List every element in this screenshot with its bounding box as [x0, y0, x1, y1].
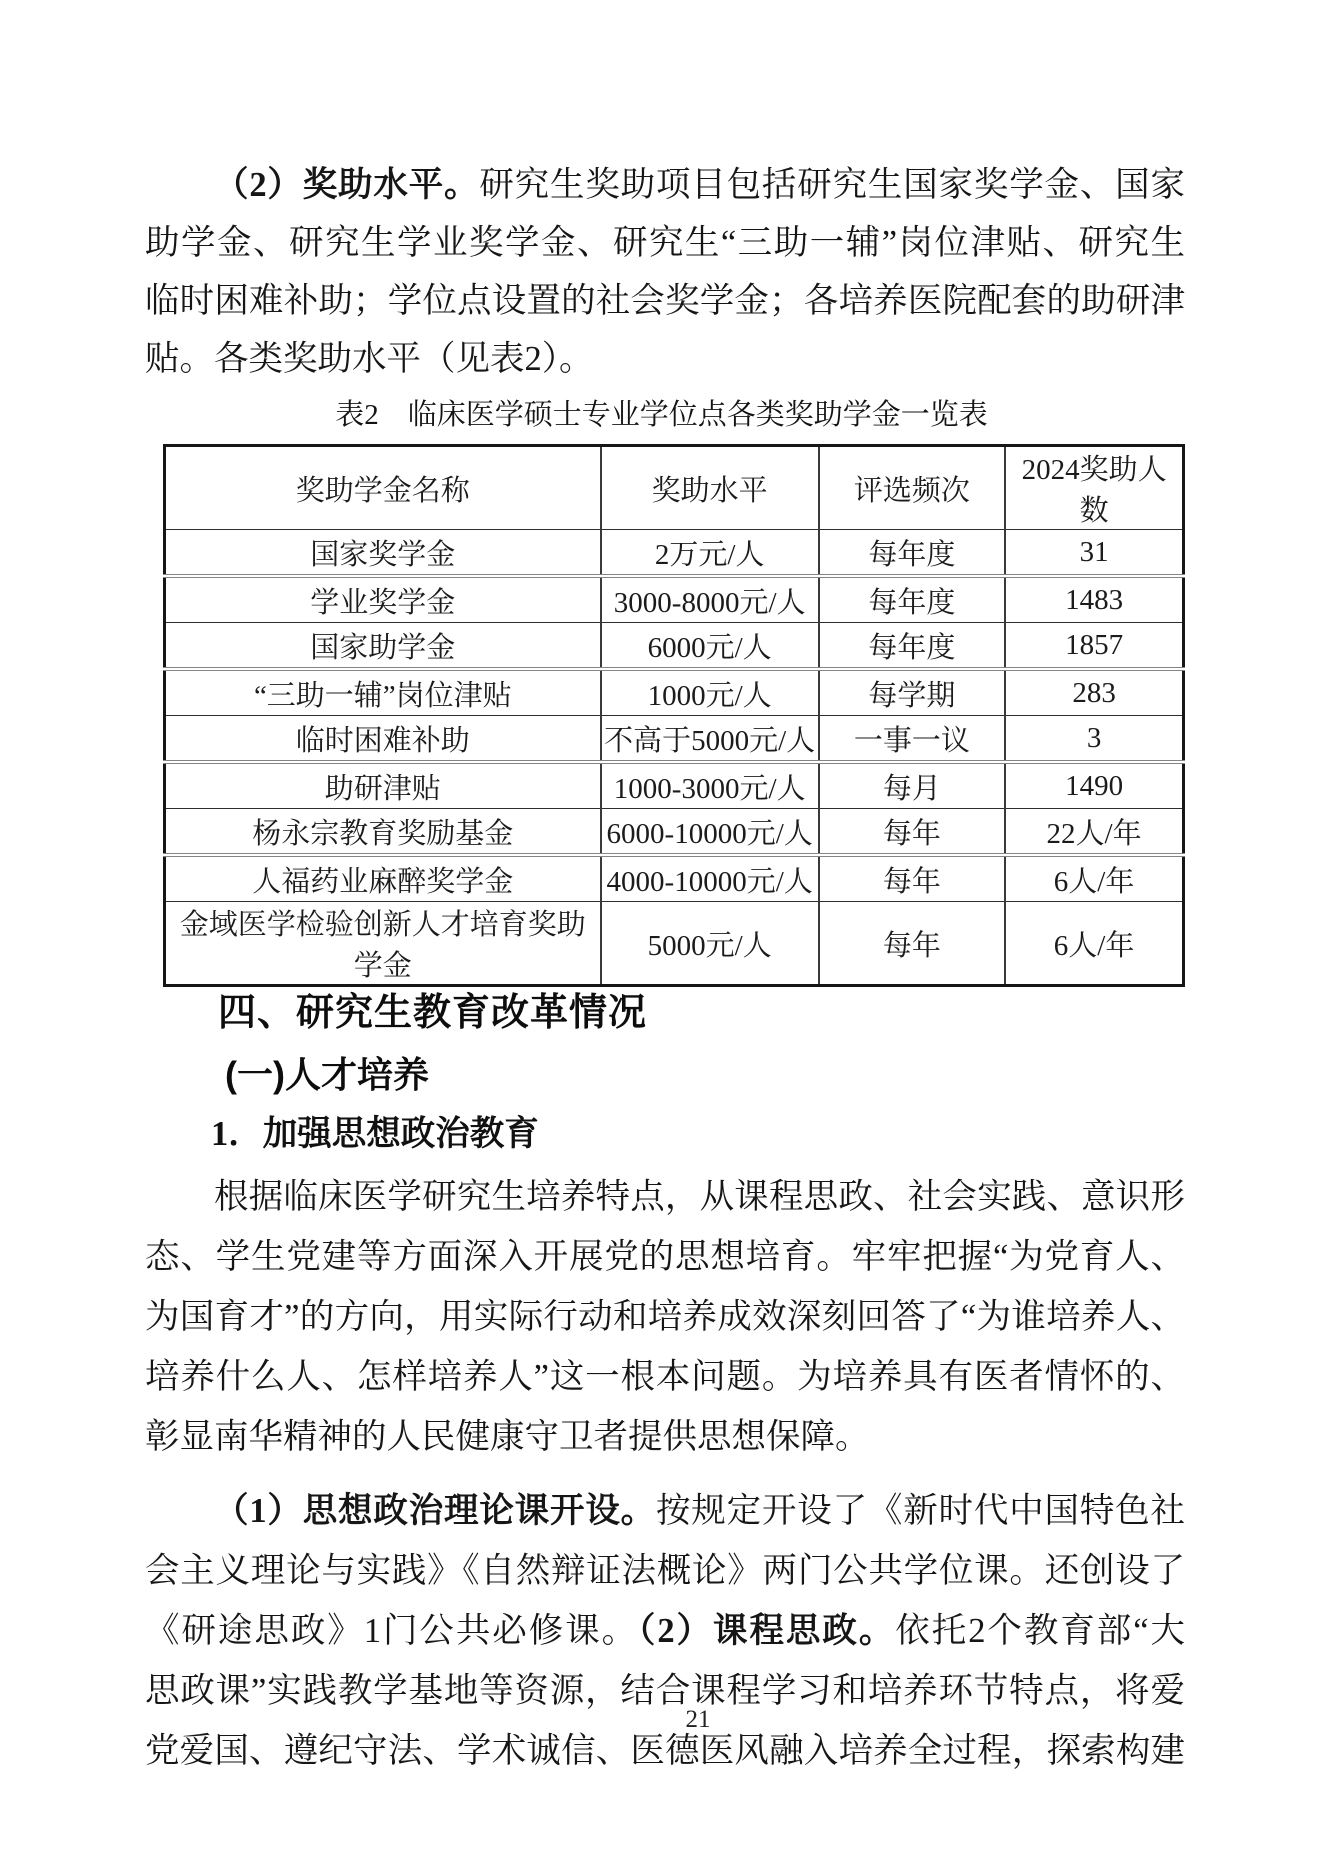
text-segment: 彰显南华精神的人民健康守卫者提供思想保障。	[145, 1418, 870, 1456]
paragraph-ideological-education	[145, 1167, 1185, 1467]
table-row	[165, 530, 1184, 577]
text-line	[145, 330, 1185, 388]
text-segment: 临时困难补助；学位点设置的社会奖学金；各培养医院配套的助研津	[145, 282, 1185, 320]
table-cell: 每年	[819, 809, 1005, 856]
paragraph-course-politics	[145, 1481, 1185, 1781]
table-row	[165, 716, 1184, 763]
table-cell: 不高于5000元/人	[601, 716, 819, 763]
table-cell: 学业奖学金	[165, 576, 601, 623]
table-cell: 助研津贴	[165, 762, 601, 809]
column-header: 2024奖助人数	[1005, 446, 1183, 530]
paragraph-award-level	[145, 156, 1185, 388]
table-cell: 4000-10000元/人	[601, 855, 819, 902]
text-segment: 《研途思政》1门公共必修课。	[145, 1612, 639, 1650]
table-cell: 2万元/人	[601, 530, 819, 577]
table-cell: 杨永宗教育奖励基金	[165, 809, 601, 856]
table-cell: 国家助学金	[165, 623, 601, 670]
table-cell: 每年度	[819, 576, 1005, 623]
table-cell: 6000元/人	[601, 623, 819, 670]
scholarship-table	[163, 444, 1185, 987]
bold-text-segment: （2）课程思政。	[638, 1612, 896, 1650]
table-cell: 国家奖学金	[165, 530, 601, 577]
column-header: 奖助水平	[601, 446, 819, 530]
text-line	[145, 272, 1185, 330]
table-cell: 1857	[1005, 623, 1183, 670]
table-cell: 3000-8000元/人	[601, 576, 819, 623]
table-cell: 金域医学检验创新人才培育奖助学金	[179, 909, 586, 982]
table-row	[165, 902, 1184, 986]
table-cell: 283	[1005, 669, 1183, 716]
text-segment: 依托2个教育部“大	[895, 1612, 1186, 1650]
table-row	[165, 576, 1184, 623]
text-line	[145, 1227, 1185, 1287]
text-segment: 态、学生党建等方面深入开展党的思想培育。牢牢把握“为党育人、	[145, 1238, 1185, 1276]
text-line	[145, 1721, 1185, 1781]
table-row	[165, 669, 1184, 716]
table-cell: 6人/年	[1005, 902, 1183, 986]
text-line	[145, 1541, 1185, 1601]
table-cell: 临时困难补助	[165, 716, 601, 763]
bold-text-segment: （2）奖助水平。	[214, 166, 480, 204]
table-cell: 人福药业麻醉奖学金	[165, 855, 601, 902]
text-line	[145, 1481, 1185, 1541]
table-cell: 一事一议	[819, 716, 1005, 763]
table-cell: 每年度	[819, 623, 1005, 670]
table-cell: 6000-10000元/人	[601, 809, 819, 856]
subsection-heading: (一)人才培养	[225, 1054, 429, 1095]
table-body	[165, 530, 1184, 986]
column-header: 奖助学金名称	[165, 446, 601, 530]
table-cell: 3	[1005, 716, 1183, 763]
table-cell: 22人/年	[1005, 809, 1183, 856]
text-line	[145, 1601, 1185, 1661]
table-head	[165, 446, 1184, 530]
table-cell: 1483	[1005, 576, 1183, 623]
text-line	[145, 1407, 1185, 1467]
text-segment: 研究生奖助项目包括研究生国家奖学金、国家	[479, 166, 1185, 204]
table-cell: 每年	[819, 902, 1005, 986]
table-cell: 5000元/人	[601, 902, 819, 986]
text-segment: 为国育才”的方向，用实际行动和培养成效深刻回答了“为谁培养人、	[145, 1298, 1185, 1336]
table-cell: 1490	[1005, 762, 1183, 809]
table-row	[165, 623, 1184, 670]
table-cell: 1000-3000元/人	[601, 762, 819, 809]
table-row	[165, 762, 1184, 809]
text-segment: 会主义理论与实践》《自然辩证法概论》两门公共学位课。还创设了	[145, 1552, 1185, 1590]
table-row	[165, 809, 1184, 856]
text-segment: 党爱国、遵纪守法、学术诚信、医德医风融入培养全过程，探索构建	[145, 1732, 1185, 1770]
text-segment: 按规定开设了《新时代中国特色社	[655, 1492, 1186, 1530]
page-number: 21	[685, 1706, 711, 1733]
subsubsection-heading: 1．加强思想政治教育	[211, 1115, 539, 1153]
bold-text-segment: （1）思想政治理论课开设。	[214, 1492, 656, 1530]
text-segment: 助学金、研究生学业奖学金、研究生“三助一辅”岗位津贴、研究生	[145, 224, 1185, 262]
text-line	[145, 1167, 1185, 1227]
text-line	[145, 156, 1185, 214]
text-line	[145, 1347, 1185, 1407]
table-cell: 每年	[819, 855, 1005, 902]
table-cell: “三助一辅”岗位津贴	[165, 669, 601, 716]
table-cell: 每学期	[819, 669, 1005, 716]
section-heading: 四、研究生教育改革情况	[218, 992, 648, 1034]
text-line	[145, 1661, 1185, 1721]
table-header-row	[165, 446, 1184, 530]
text-line	[145, 1287, 1185, 1347]
text-segment: 根据临床医学研究生培养特点，从课程思政、社会实践、意识形	[214, 1178, 1185, 1216]
table-cell: 每年度	[819, 530, 1005, 577]
table-cell: 1000元/人	[601, 669, 819, 716]
text-segment: 培养什么人、怎样培养人”这一根本问题。为培养具有医者情怀的、	[145, 1358, 1185, 1396]
table-cell: 6人/年	[1005, 855, 1183, 902]
text-segment: 贴。各类奖助水平（见表2）。	[145, 340, 594, 378]
table-caption: 表2 临床医学硕士专业学位点各类奖助学金一览表	[335, 399, 988, 431]
column-header: 评选频次	[819, 446, 1005, 530]
table-cell: 31	[1005, 530, 1183, 577]
text-segment: 思政课”实践教学基地等资源，结合课程学习和培养环节特点，将爱	[145, 1672, 1185, 1710]
table-row	[165, 855, 1184, 902]
text-line	[145, 214, 1185, 272]
table-cell: 每月	[819, 762, 1005, 809]
